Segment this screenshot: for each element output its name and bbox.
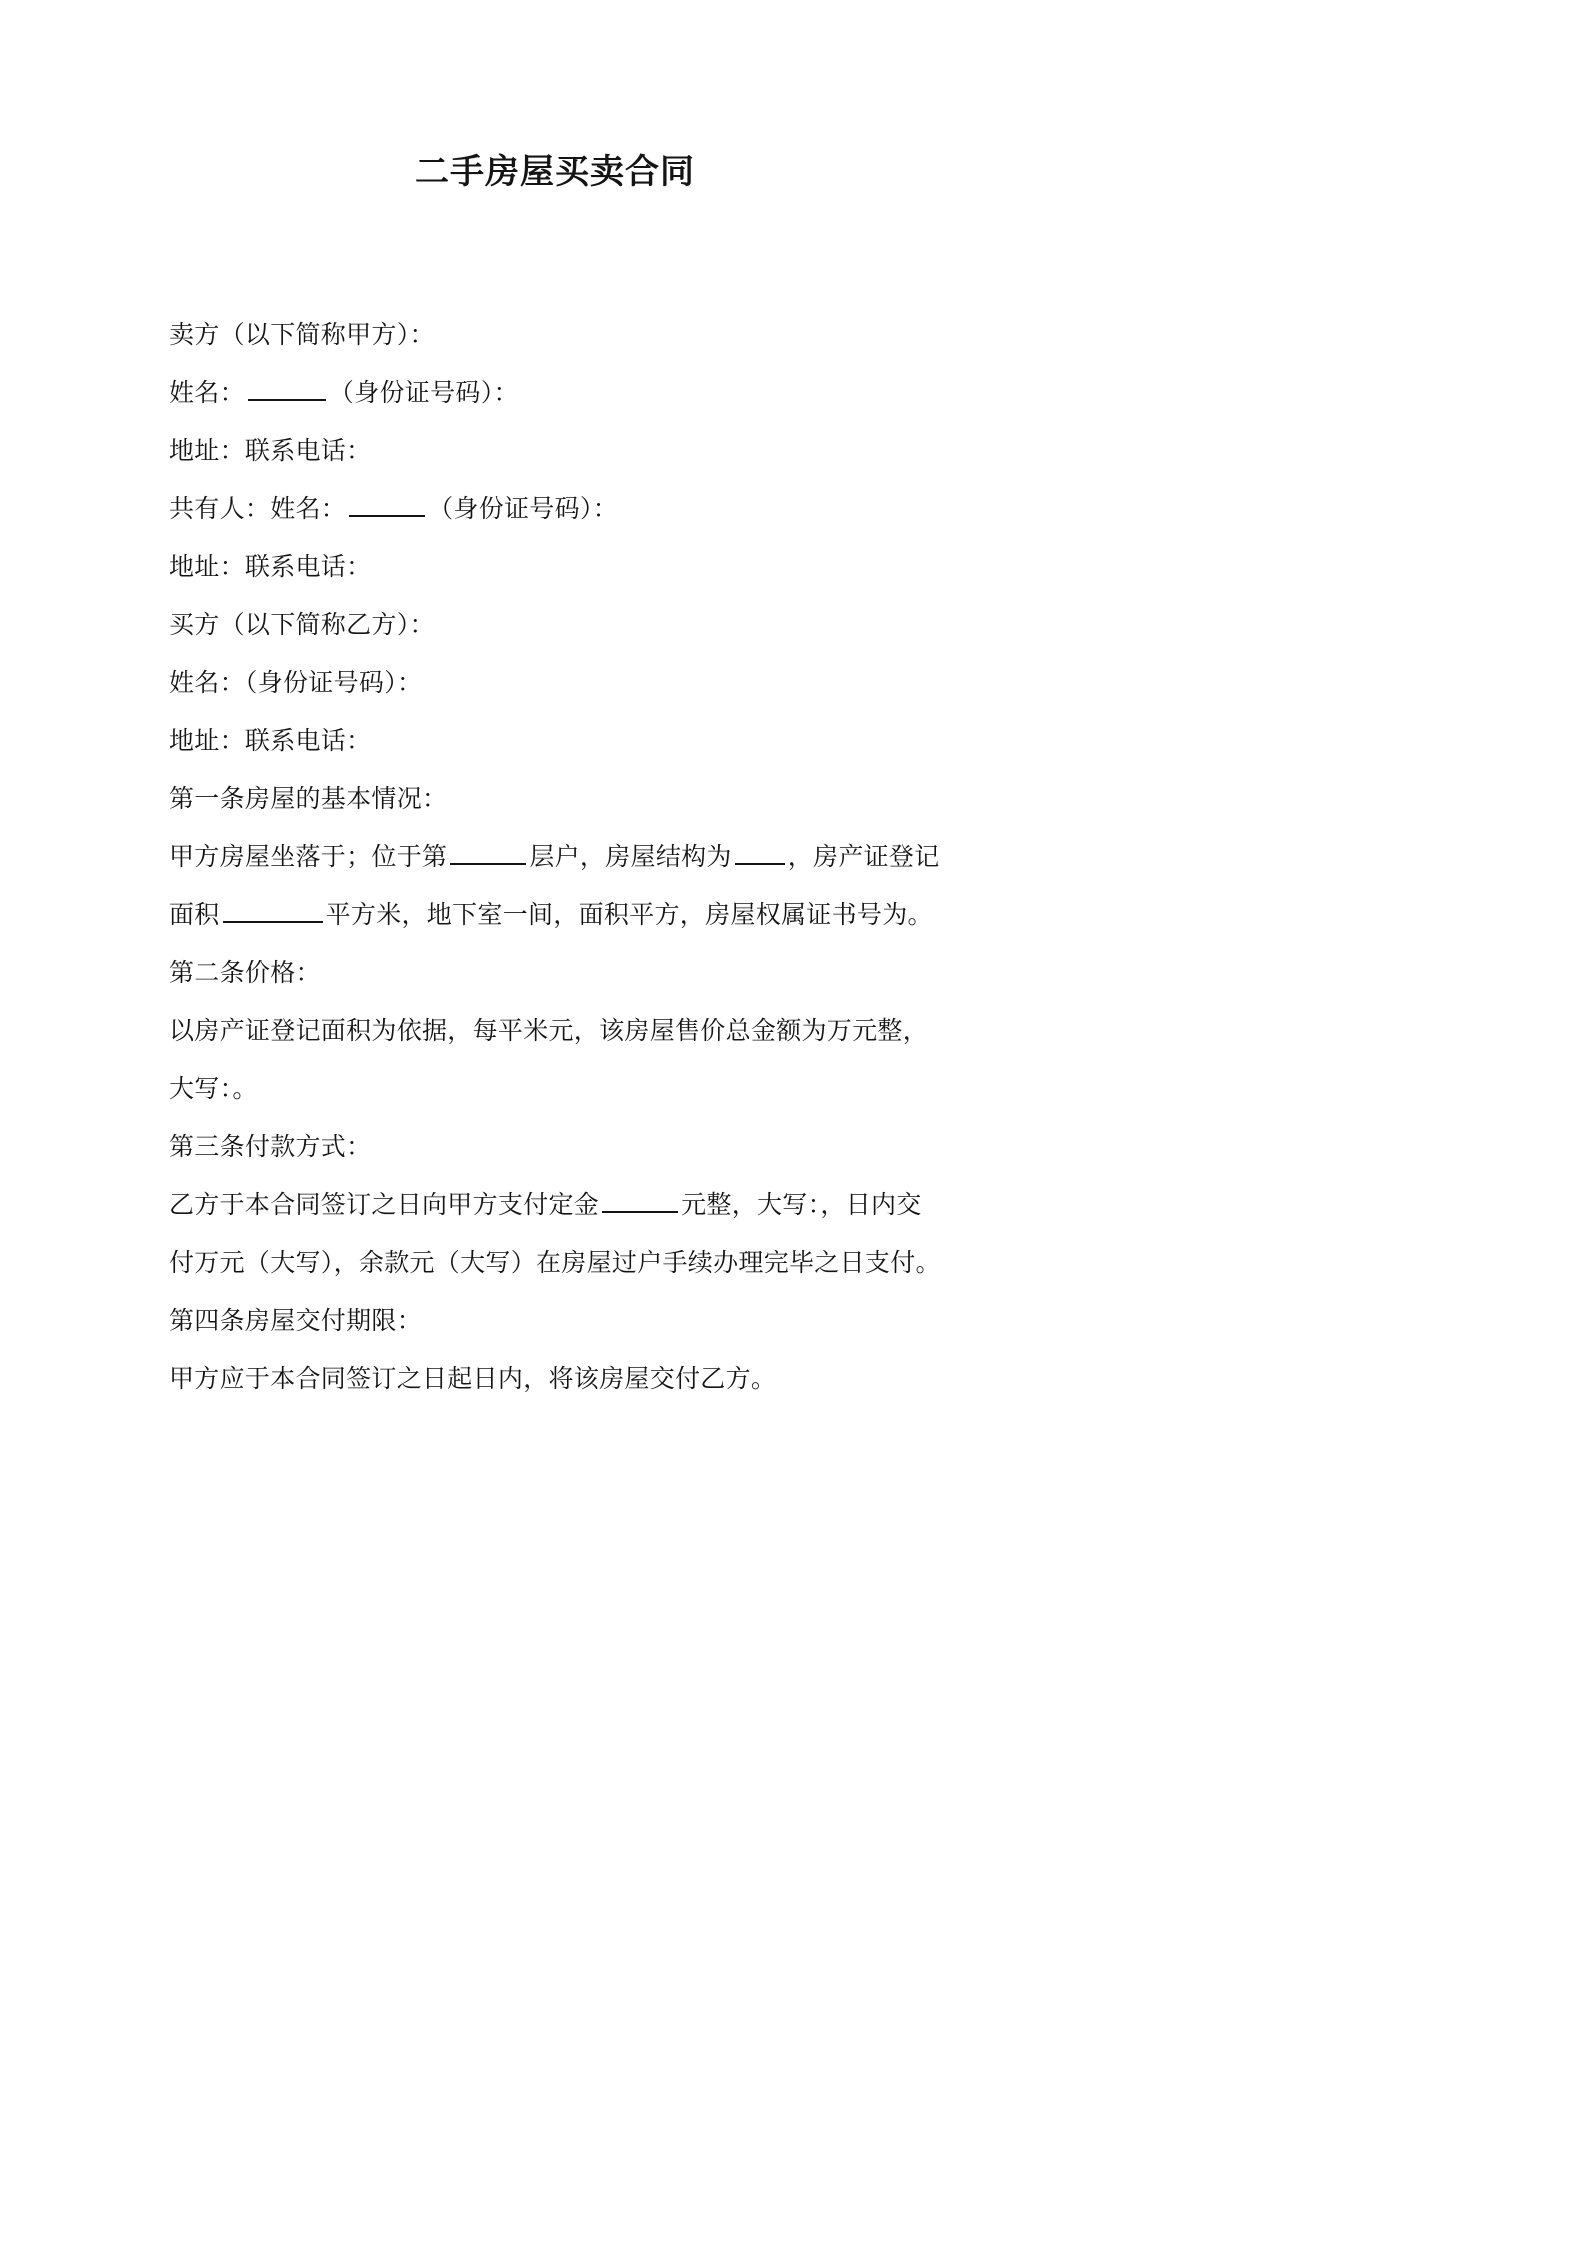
article-4-title — [169, 1292, 959, 1350]
buyer-address-text: 地址：联系电话： — [169, 726, 372, 755]
article-3-text-a: 乙方于本合同签订之日向甲方支付定金 — [169, 1190, 600, 1219]
seller-header-text: 卖方（以下简称甲方）： — [169, 320, 435, 349]
seller-name-blank — [248, 372, 326, 401]
document-body — [169, 306, 959, 1408]
article-1-text-e: 平方米，地下室一间，面积平方，房屋权属证书号为。 — [325, 900, 933, 929]
buyer-address-line — [169, 712, 959, 770]
structure-blank — [735, 836, 785, 865]
article-1-title-text: 第一条房屋的基本情况： — [169, 784, 448, 813]
article-3-title — [169, 1118, 959, 1176]
seller-id-label: （身份证号码）： — [328, 378, 519, 407]
coowner-id-label: （身份证号码）： — [428, 494, 619, 523]
article-2-title — [169, 944, 959, 1002]
document-page — [0, 0, 1102, 1559]
seller-address-text: 地址：联系电话： — [169, 436, 372, 465]
article-1-text-b: 层户，房屋结构为 — [529, 842, 732, 871]
coowner-name-line — [169, 480, 959, 538]
seller-header — [169, 306, 959, 364]
article-3-text-b: 元整，大写：，日内交 — [681, 1190, 922, 1219]
coowner-address-line — [169, 538, 959, 596]
article-1-text-a: 甲方房屋坐落于；位于第 — [169, 842, 448, 871]
article-4-text-a: 甲方应于本合同签订之日起日内，将该房屋交付乙方。 — [169, 1364, 777, 1393]
article-2-text-a: 以房产证登记面积为依据，每平米元，该房屋售价总金额为万元整， — [169, 1016, 929, 1045]
article-1-title — [169, 770, 959, 828]
article-1-text-d: 面积 — [169, 900, 220, 929]
buyer-header-text: 买方（以下简称乙方）： — [169, 610, 435, 639]
article-2-line-1 — [169, 1002, 959, 1060]
article-3-text-c: 付万元（大写），余款元（大写）在房屋过户手续办理完毕之日支付。 — [169, 1248, 941, 1277]
article-3-line-2 — [169, 1234, 959, 1292]
article-1-text-c: ，房产证登记 — [787, 842, 940, 871]
floor-blank — [450, 836, 526, 865]
article-1-line-1 — [169, 828, 959, 886]
buyer-name-text: 姓名：（身份证号码）： — [169, 668, 423, 697]
article-2-line-2 — [169, 1060, 959, 1118]
buyer-header — [169, 596, 959, 654]
document-title: 二手房屋买卖合同 — [415, 152, 695, 192]
seller-name-line — [169, 364, 959, 422]
coowner-name-label: 共有人：姓名： — [169, 494, 347, 523]
seller-address-line — [169, 422, 959, 480]
article-2-title-text: 第二条价格： — [169, 958, 321, 987]
seller-name-label: 姓名： — [169, 378, 245, 407]
deposit-blank — [602, 1184, 678, 1213]
article-3-line-1 — [169, 1176, 959, 1234]
article-3-title-text: 第三条付款方式： — [169, 1132, 372, 1161]
article-1-line-2 — [169, 886, 959, 944]
area-blank — [223, 894, 323, 923]
article-4-line-1 — [169, 1350, 959, 1408]
coowner-name-blank — [349, 488, 425, 517]
coowner-address-text: 地址：联系电话： — [169, 552, 372, 581]
article-4-title-text: 第四条房屋交付期限： — [169, 1306, 423, 1335]
article-2-text-b: 大写：。 — [169, 1074, 258, 1103]
buyer-name-line — [169, 654, 959, 712]
